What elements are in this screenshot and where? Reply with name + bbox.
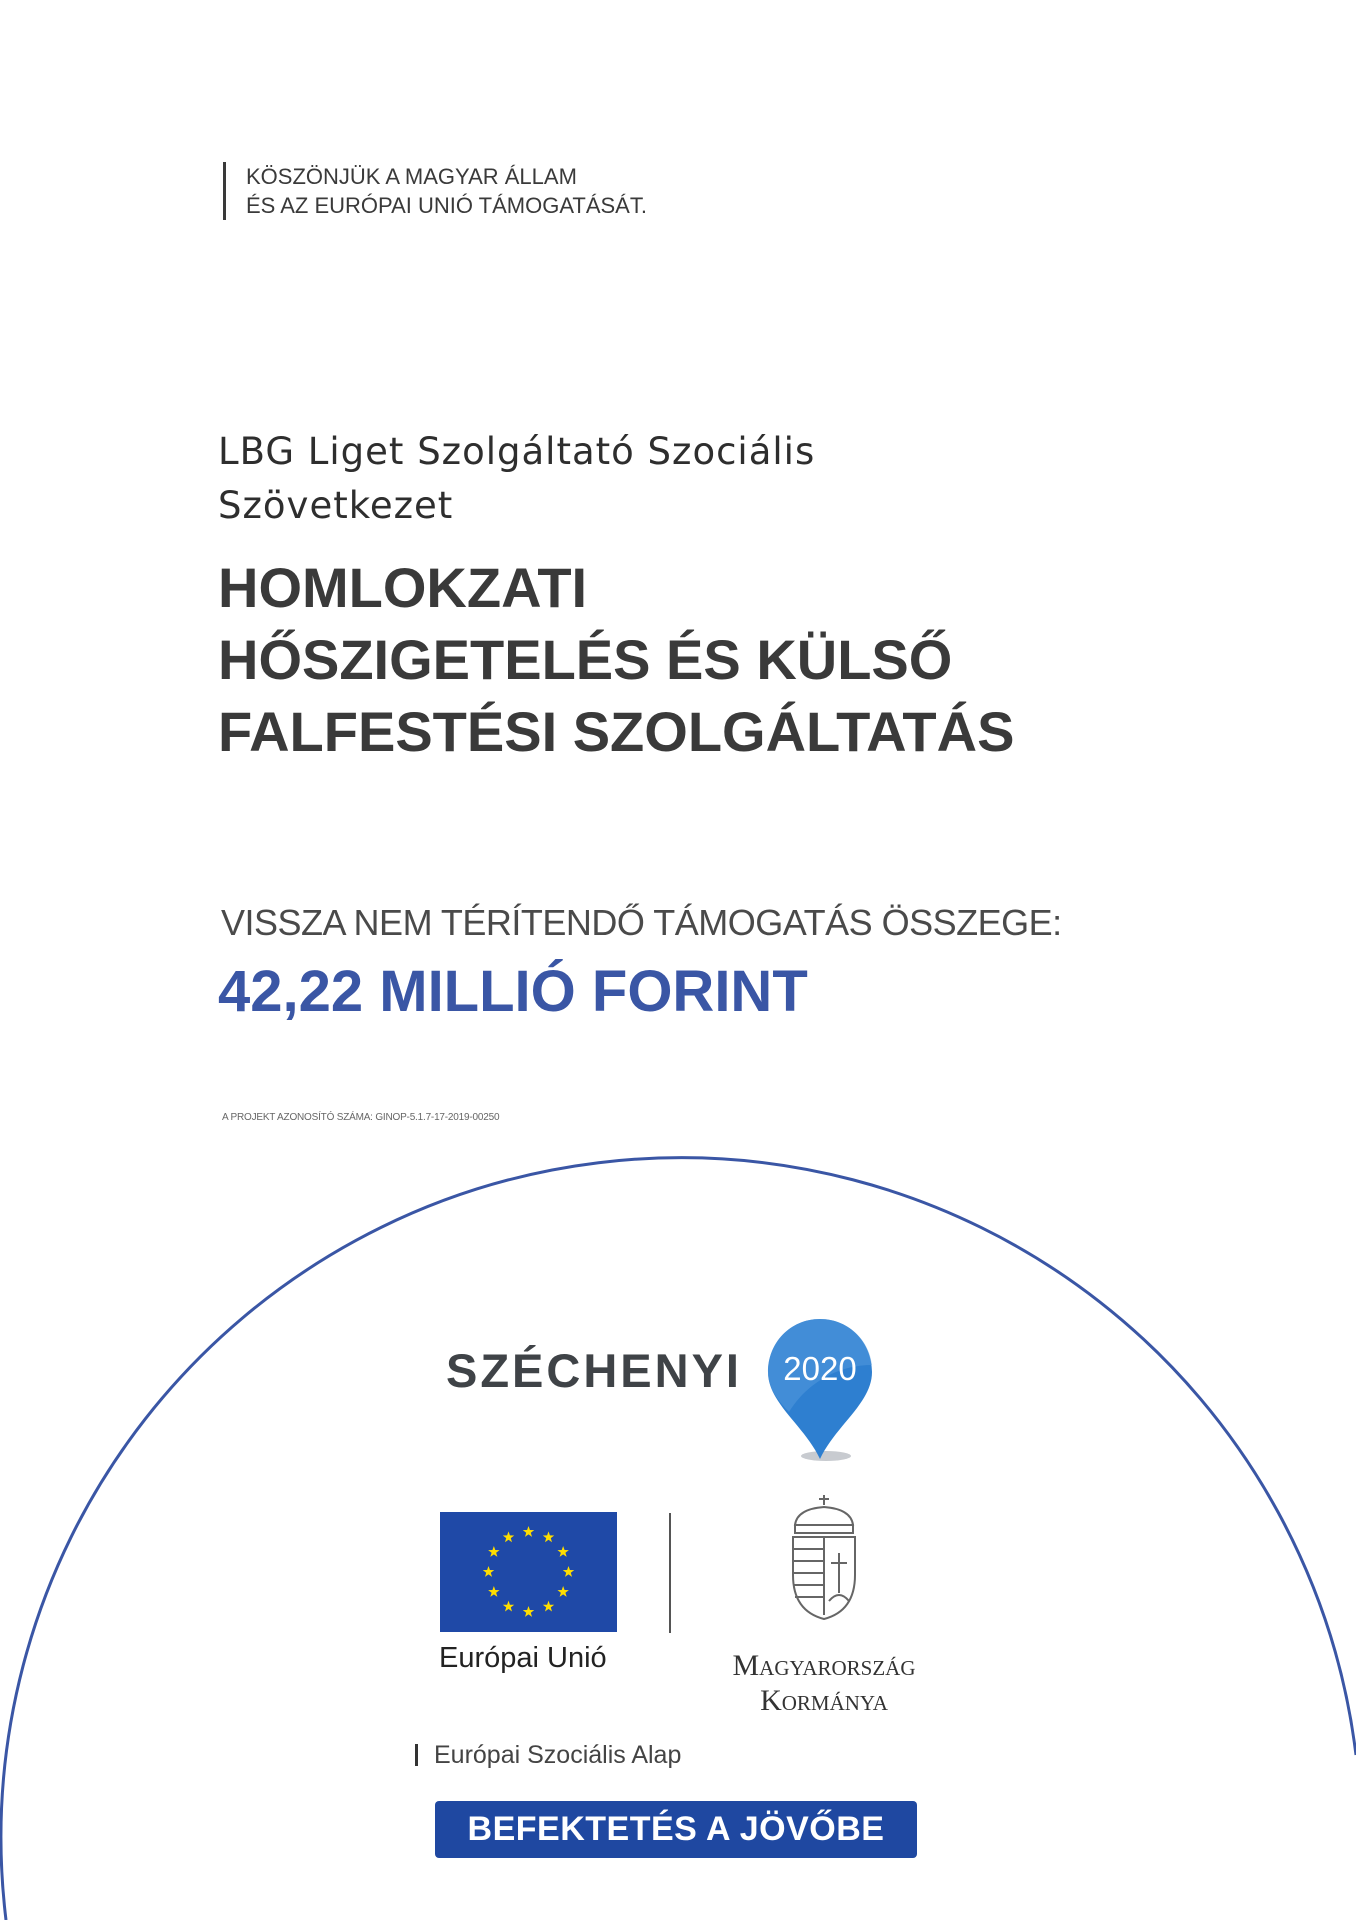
eu-star [523,1526,534,1537]
eu-label: Európai Unió [439,1642,607,1674]
szechenyi-wordmark: SZÉCHENYI [446,1344,742,1397]
eu-star [503,1531,514,1542]
subsidy-amount: 42,22 MILLIÓ FORINT [218,959,808,1024]
esf-text: Európai Szociális Alap [434,1741,682,1769]
project-title-line-1: HOMLOKZATI [218,556,588,619]
project-id: A PROJEKT AZONOSÍTÓ SZÁMA: GINOP-5.1.7-17-2019-00250 [222,1112,500,1123]
esf-label [415,1741,681,1770]
eu-star [557,1586,568,1597]
esf-bar [415,1744,418,1766]
eu-star [523,1606,534,1617]
eu-star [543,1601,554,1612]
project-title-line-2: HŐSZIGETELÉS ÉS KÜLSŐ [218,628,953,691]
project-title-line-3: FALFESTÉSI SZOLGÁLTATÁS [218,700,1015,763]
thanks-line-1: KÖSZÖNJÜK A MAGYAR ÁLLAM [246,164,577,189]
coat-of-arms-icon [785,1493,863,1623]
eu-star [488,1586,499,1597]
eu-star [483,1566,494,1577]
logo-divider [669,1513,671,1633]
eu-star [563,1566,574,1577]
szechenyi-2020-pin-icon [764,1317,876,1463]
eu-star [543,1531,554,1542]
eu-star [557,1546,568,1557]
subsidy-label: VISSZA NEM TÉRÍTENDŐ TÁMOGATÁS ÖSSZEGE: [221,902,1062,943]
thanks-line-2: ÉS AZ EURÓPAI UNIÓ TÁMOGATÁSÁT. [246,193,647,218]
beneficiary-line-1: LBG Liget Szolgáltató Szociális [218,430,816,473]
szechenyi-year: 2020 [783,1350,857,1387]
eu-star [503,1601,514,1612]
eu-flag [440,1512,617,1632]
beneficiary-line-2: Szövetkezet [218,484,454,527]
hungarian-government-label [716,1648,932,1718]
gov-line-2: Kormánya [760,1684,888,1717]
invest-in-future-banner: BEFEKTETÉS A JÖVŐBE [435,1801,917,1858]
eu-stars-icon [440,1512,617,1632]
eu-star [488,1546,499,1557]
gov-line-1: Magyarország [732,1649,916,1682]
